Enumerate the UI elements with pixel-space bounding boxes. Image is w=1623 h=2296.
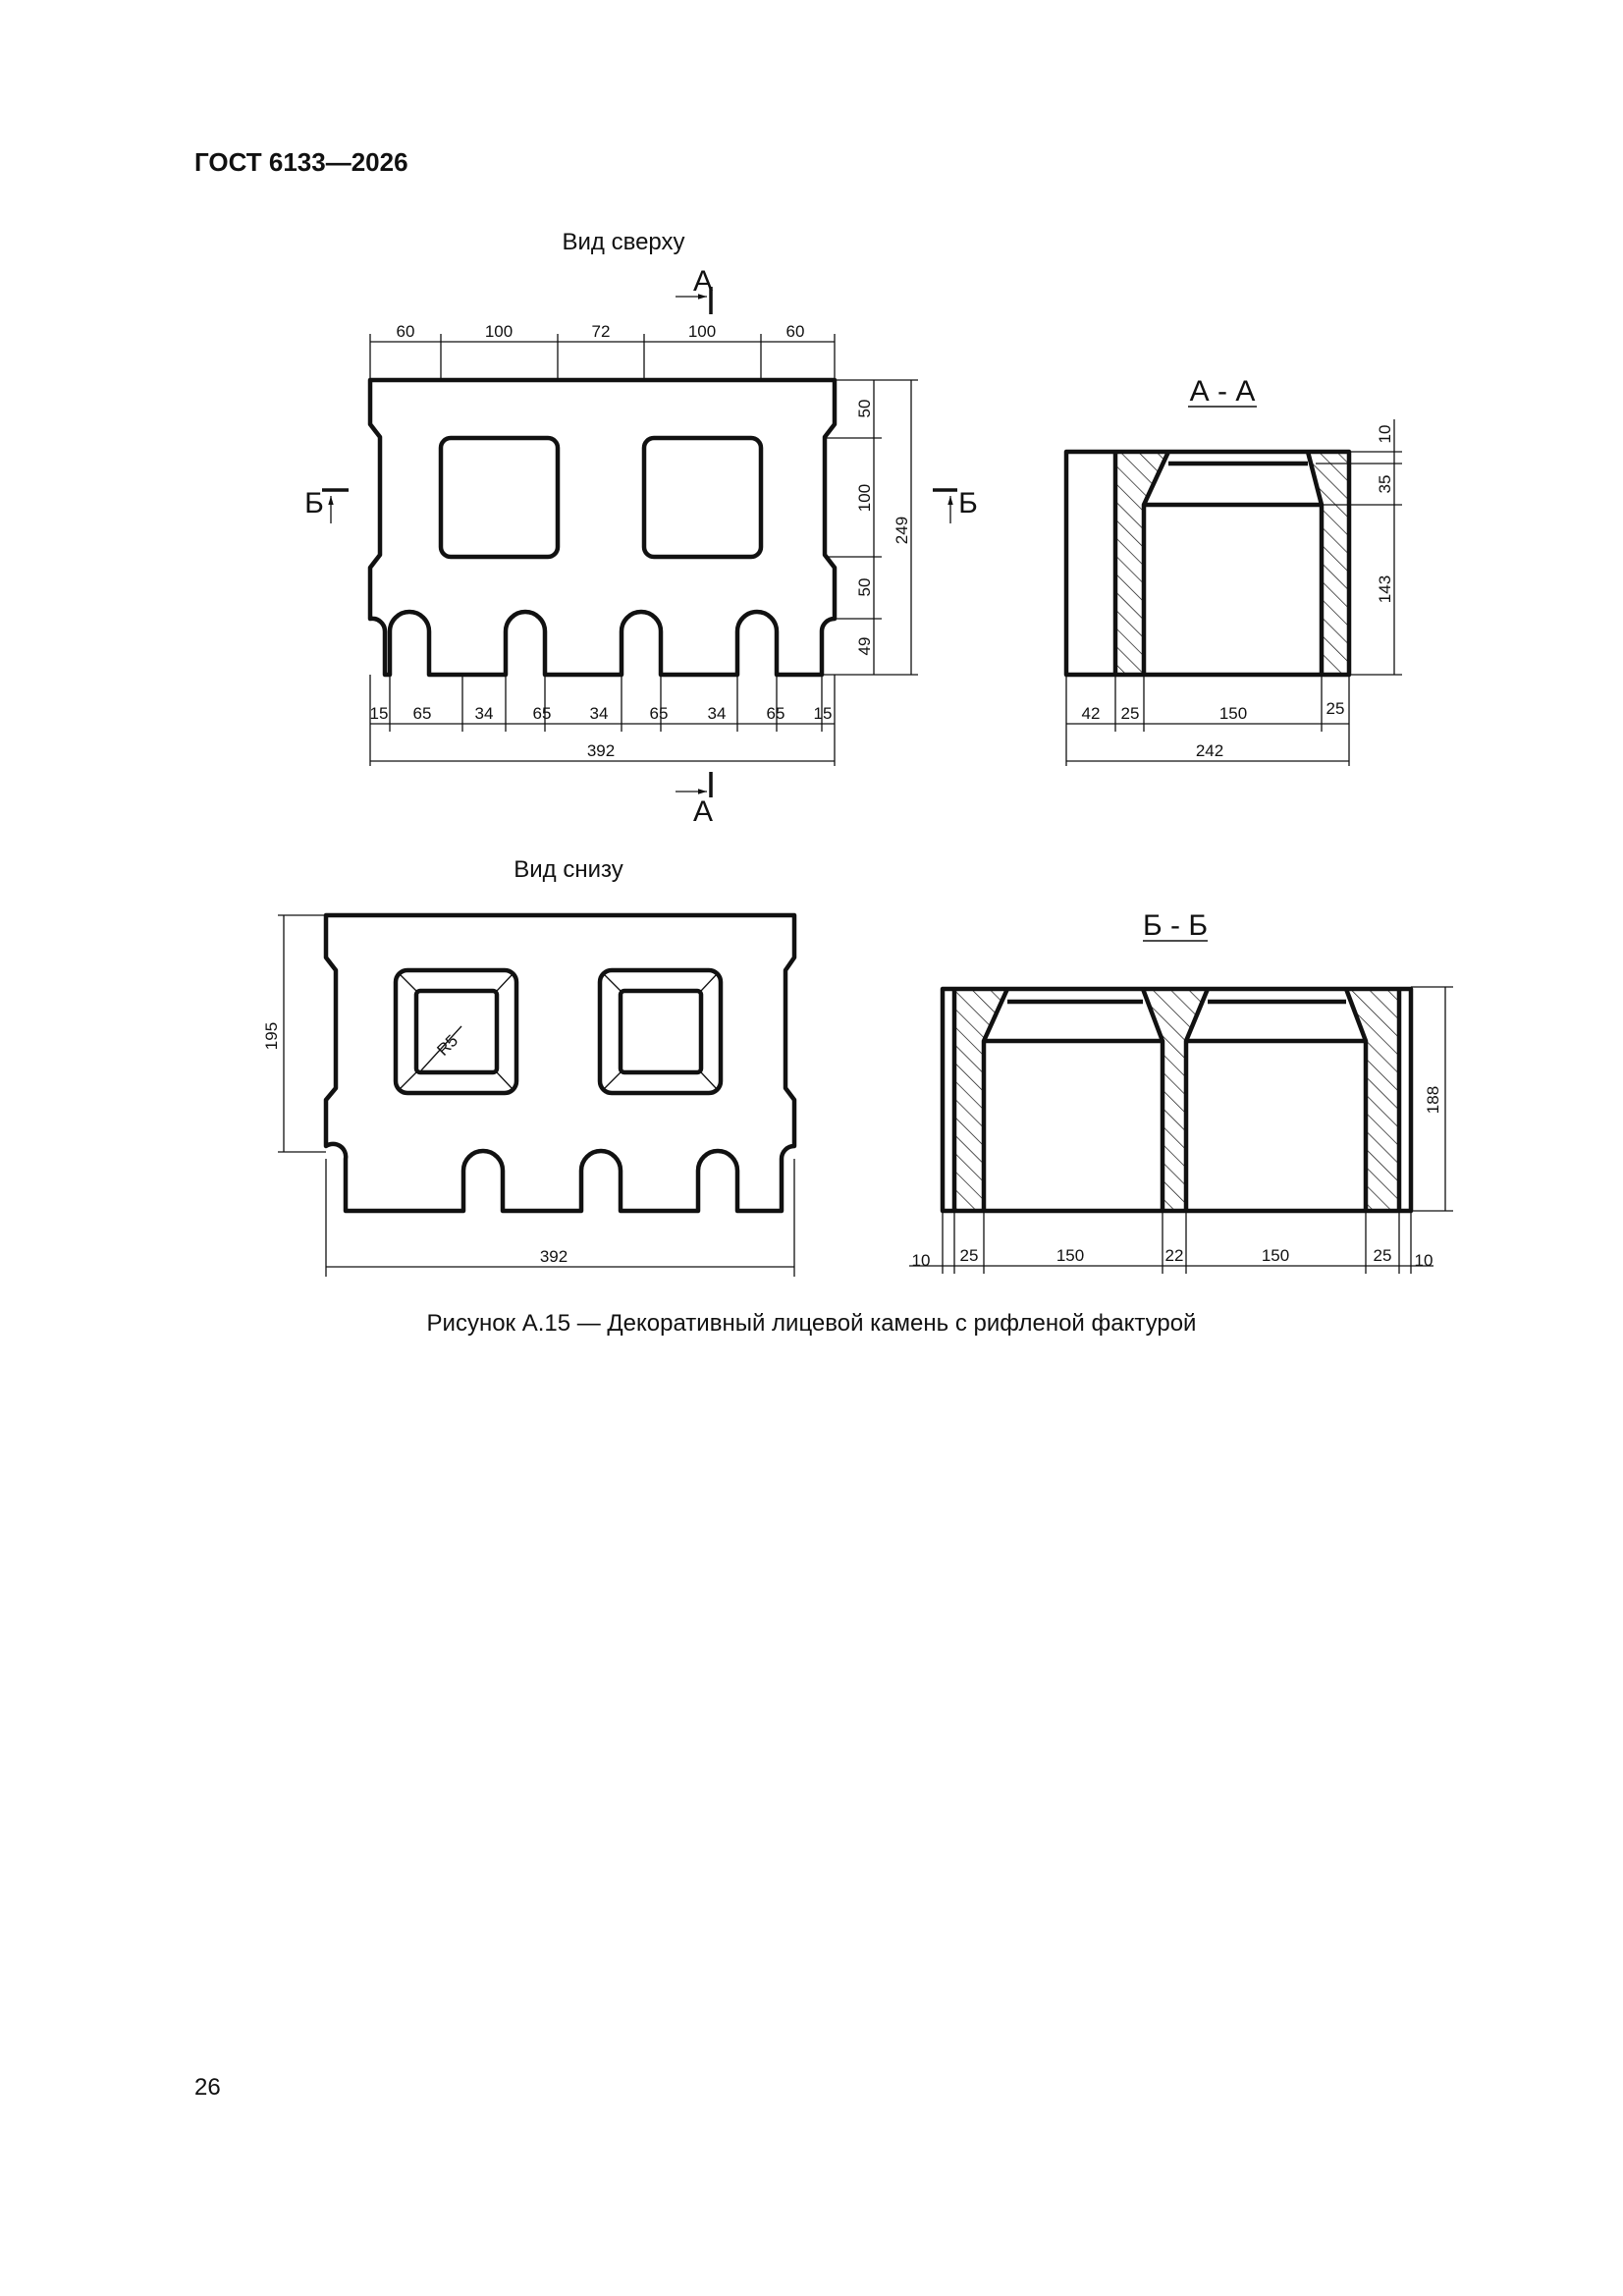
- dim-label: 65: [412, 704, 432, 723]
- cut-mark-a-bottom: [676, 772, 713, 828]
- section-bb-drawing: [943, 989, 1411, 1211]
- dim-label: 392: [586, 741, 616, 760]
- cut-mark-b-left: [304, 487, 349, 523]
- radius-label: R5: [433, 1031, 462, 1060]
- dim-label: 15: [369, 704, 389, 723]
- dim-label: 42: [1081, 704, 1101, 723]
- dim-label: 72: [591, 322, 611, 341]
- dim-label: 195: [262, 1021, 281, 1051]
- bottom-view-left-dims: [278, 915, 326, 1152]
- dim-label: 50: [855, 399, 874, 418]
- dim-label: 34: [707, 704, 727, 723]
- section-aa-drawing: [1066, 452, 1349, 675]
- dim-label: 49: [855, 636, 874, 656]
- bottom-void-left: [396, 970, 516, 1093]
- dim-label: 100: [687, 322, 717, 341]
- cut-mark-a-top: [676, 265, 713, 314]
- dim-label: 188: [1424, 1085, 1442, 1115]
- dim-label: 10: [1376, 424, 1394, 444]
- section-bb-title: Б - Б: [1142, 909, 1209, 942]
- svg-text:Б: Б: [304, 487, 324, 519]
- dim-label: 100: [855, 483, 874, 513]
- dim-label: 10: [1414, 1251, 1434, 1270]
- dim-label: 150: [1218, 704, 1248, 723]
- top-void-right: [644, 438, 761, 557]
- cut-mark-a-label: А: [692, 265, 714, 298]
- dim-label: 15: [813, 704, 833, 723]
- dim-label: 150: [1055, 1246, 1085, 1265]
- page-number: 26: [194, 2074, 221, 2101]
- view-top-title: Вид сверху: [562, 229, 685, 255]
- cut-mark-b-right: [933, 487, 978, 523]
- svg-text:А: А: [692, 795, 714, 828]
- dim-label: 392: [539, 1247, 568, 1266]
- dim-label: 100: [484, 322, 514, 341]
- dim-label: 65: [532, 704, 552, 723]
- dim-label: 22: [1164, 1246, 1184, 1265]
- svg-text:Б: Б: [958, 487, 978, 519]
- dim-label: 150: [1261, 1246, 1290, 1265]
- top-void-left: [441, 438, 558, 557]
- dim-label: 25: [1373, 1246, 1392, 1265]
- dim-label: 34: [474, 704, 494, 723]
- dim-label: 242: [1195, 741, 1224, 760]
- dim-label: 25: [1120, 704, 1140, 723]
- dim-label: 60: [785, 322, 805, 341]
- dim-label: 65: [649, 704, 669, 723]
- figure-caption: Рисунок А.15 — Декоративный лицевой камень с рифленой фактурой: [426, 1310, 1197, 1337]
- page-header-title: ГОСТ 6133—2026: [194, 147, 408, 177]
- dim-label: 143: [1376, 574, 1394, 604]
- top-view-top-dims: [370, 334, 835, 380]
- bottom-void-right: [600, 970, 721, 1093]
- dim-label: 60: [396, 322, 415, 341]
- dim-label: 35: [1376, 474, 1394, 494]
- section-aa-title: А - А: [1189, 375, 1256, 408]
- dim-label: 249: [893, 516, 911, 545]
- dim-label: 25: [1325, 699, 1345, 718]
- dim-label: 34: [589, 704, 609, 723]
- dim-label: 10: [911, 1251, 931, 1270]
- dim-label: 50: [855, 577, 874, 597]
- view-bottom-title: Вид снизу: [514, 856, 623, 883]
- dim-label: 25: [959, 1246, 979, 1265]
- dim-label: 65: [766, 704, 785, 723]
